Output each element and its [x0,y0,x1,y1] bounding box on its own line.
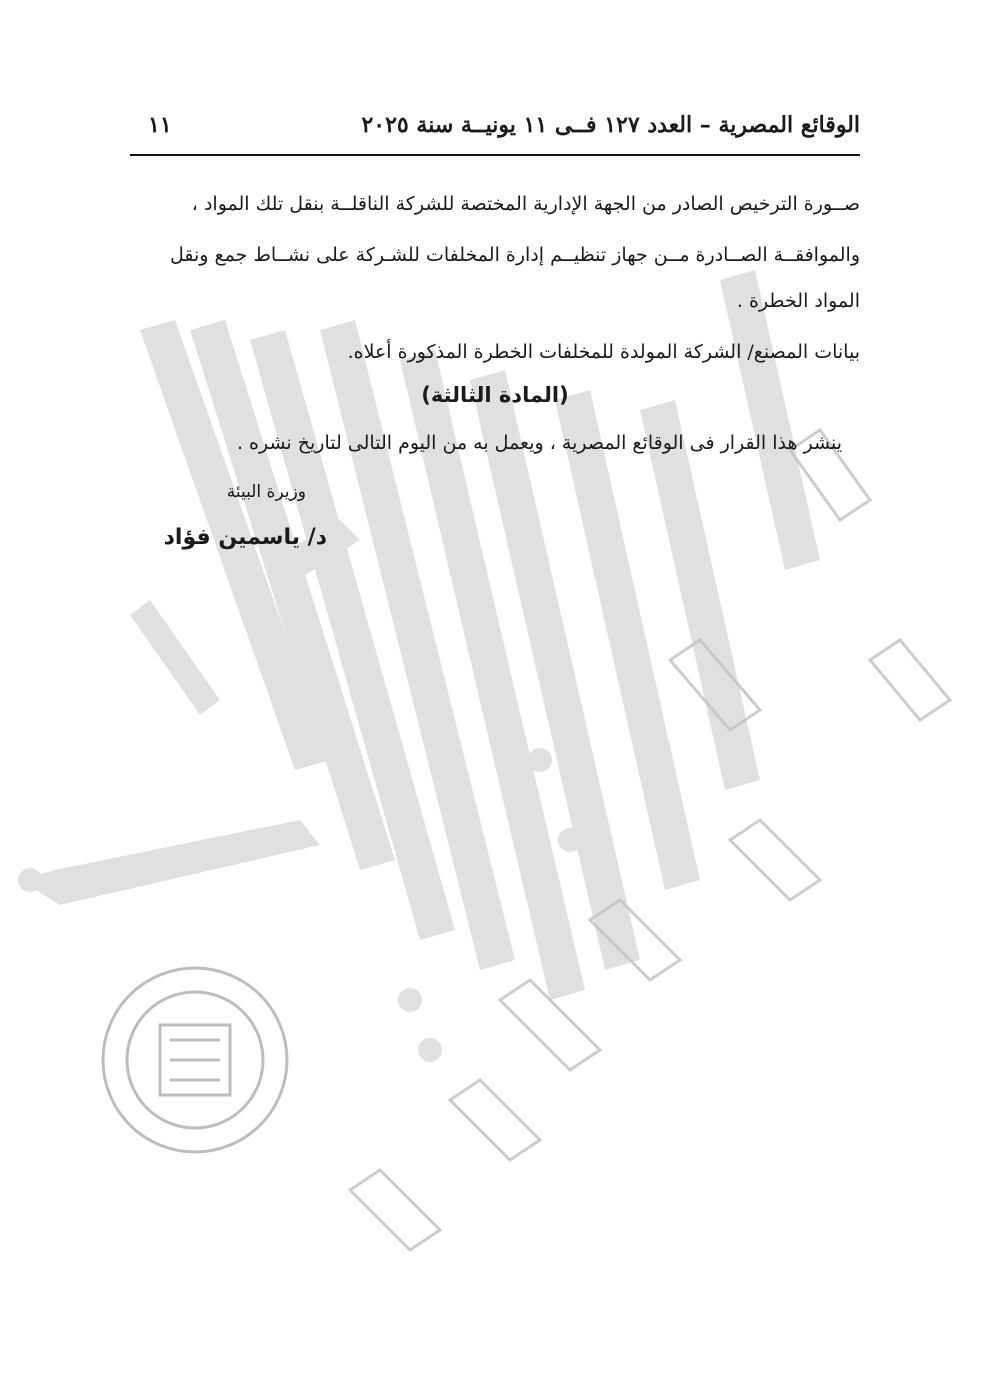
header-divider [130,154,860,156]
factory-data-line: بيانات المصنع/ الشركة المولدة للمخلفات الخطرة المذكورة أعلاه. [347,341,860,363]
watermark-seal [103,968,287,1152]
body-line: صــورة الترخيص الصادر من الجهة الإدارية المختصة للشركة الناقلــة بنقل تلك المواد ، [191,193,860,215]
publication-clause: ينشر هذا القرار فى الوقائع المصرية ، ويعمل به من اليوم التالى لتاريخ نشره . [236,432,842,454]
gazette-issue-title: الوقائع المصرية – العدد ١٢٧ فــى ١١ يونيــة سنة ٢٠٢٥ [361,112,860,138]
minister-title: وزيرة البيئة [226,482,306,502]
watermark-text-outline [350,430,950,1250]
page-header [130,112,860,156]
page-number: ١١ [148,112,172,138]
article-heading: (المادة الثالثة) [421,383,569,407]
body-line: والموافقــة الصــادرة مــن جهاز تنظيــم إدارة المخلفات للشـركة على نشــاط جمع ونقل [169,244,860,266]
body-line: المواد الخطرة . [736,290,860,312]
signatory-name: د/ ياسمين فؤاد [163,525,327,550]
